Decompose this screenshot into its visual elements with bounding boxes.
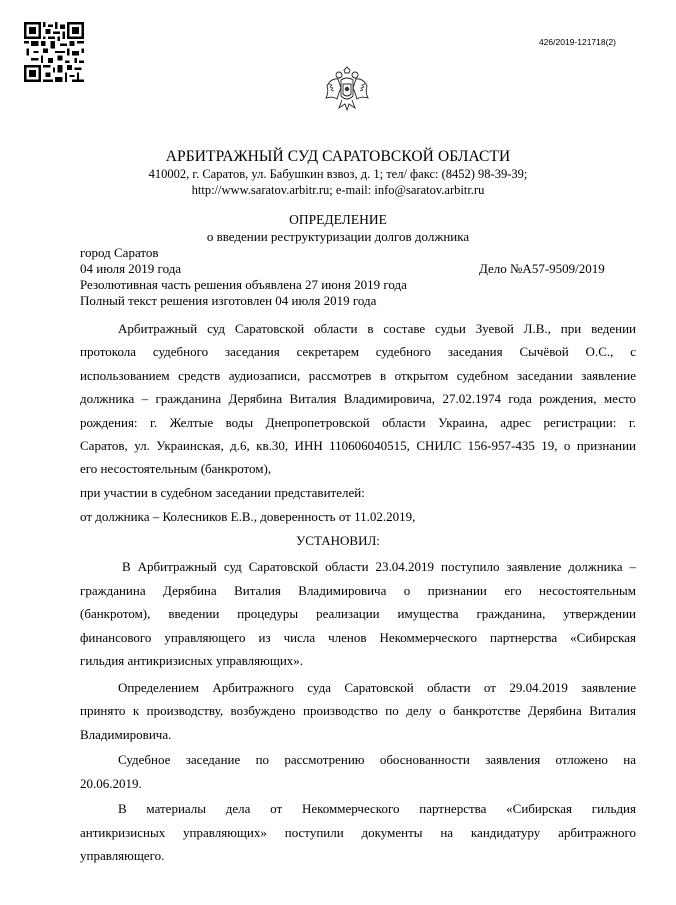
full-text-date: Полный текст решения изготовлен 04 июля 2019 года bbox=[80, 293, 377, 308]
resolution-date: Резолютивная часть решения объявлена 27 июня 2019 года bbox=[80, 277, 407, 292]
paragraph-line: Владимировича. bbox=[80, 727, 172, 742]
paragraph-line: В Арбитражный суд Саратовской области 23.04.2019 поступило заявление должника – bbox=[122, 559, 636, 574]
paragraph-line: В материалы дела от Некоммерческого партнерства «Сибирская гильдия bbox=[118, 801, 636, 816]
paragraph-line: использованием средств аудиозаписи, рассмотрев в открытом судебном заседании заявление bbox=[80, 368, 636, 383]
paragraph-line: протокола судебного заседания секретарем судебного заседания Сычёвой О.С., с bbox=[80, 344, 636, 359]
court-name: АРБИТРАЖНЫЙ СУД САРАТОВСКОЙ ОБЛАСТИ bbox=[165, 148, 511, 165]
paragraph-line: должника – гражданина Дерябина Виталия Владимировича, 27.02.1974 года рождения, место bbox=[80, 391, 636, 406]
paragraph-line: (банкротом), введении процедуры реализации имущества гражданина, утверждении bbox=[80, 606, 636, 621]
qr-code-icon bbox=[24, 22, 84, 82]
court-contacts: http://www.saratov.arbitr.ru; e-mail: info@saratov.arbitr.ru bbox=[191, 183, 485, 197]
document-title: ОПРЕДЕЛЕНИЕ bbox=[289, 212, 387, 227]
paragraph-line: гильдия антикризисных управляющих». bbox=[80, 653, 304, 668]
participants-line: при участии в судебном заседании представителей: bbox=[80, 485, 365, 500]
case-number: Дело №А57-9509/2019 bbox=[479, 261, 605, 276]
paragraph-line: антикризисных управляющих» поступили документы на кандидатуру арбитражного bbox=[80, 825, 636, 840]
city: город Саратов bbox=[80, 245, 159, 260]
court-address: 410002, г. Саратов, ул. Бабушкин взвоз, д. 1; тел/ факс: (8452) 98-39-39; bbox=[148, 167, 528, 181]
paragraph-line: Саратов, ул. Украинская, д.6, кв.30, ИНН 110606040515, СНИЛС 156-957-435 19, о признании bbox=[80, 438, 636, 453]
paragraph-line: Арбитражный суд Саратовской области в составе судьи Зуевой Л.В., при ведении bbox=[118, 321, 636, 336]
coat-of-arms-emblem bbox=[325, 66, 369, 114]
paragraph-line: рождения: г. Желтые воды Днепропетровской области Украина, адрес регистрации: г. bbox=[80, 415, 636, 430]
document-subtitle: о введении реструктуризации долгов должника bbox=[206, 229, 470, 244]
paragraph-line: Судебное заседание по рассмотрению обоснованности заявления отложено на bbox=[118, 752, 636, 767]
debtor-representative: от должника – Колесников Е.В., доверенность от 11.02.2019, bbox=[80, 509, 416, 524]
paragraph-line: принято к производству, возбуждено производство по делу о банкротстве Дерябина Виталия bbox=[80, 703, 636, 718]
paragraph-line: 20.06.2019. bbox=[80, 776, 142, 791]
paragraph-line: гражданина Дерябина Виталия Владимировича о признании его несостоятельным bbox=[80, 583, 636, 598]
paragraph-line: управляющего. bbox=[80, 848, 165, 863]
paragraph-line: Определением Арбитражного суда Саратовской области от 29.04.2019 заявление bbox=[118, 680, 636, 695]
paragraph-line: финансового управляющего из числа членов Некоммерческого партнерства «Сибирская bbox=[80, 630, 636, 645]
section-heading-established: УСТАНОВИЛ: bbox=[296, 533, 380, 548]
document-number: 426/2019-121718(2) bbox=[538, 37, 616, 47]
paragraph-line: его несостоятельным (банкротом), bbox=[80, 461, 272, 476]
document-date: 04 июля 2019 года bbox=[80, 261, 182, 276]
